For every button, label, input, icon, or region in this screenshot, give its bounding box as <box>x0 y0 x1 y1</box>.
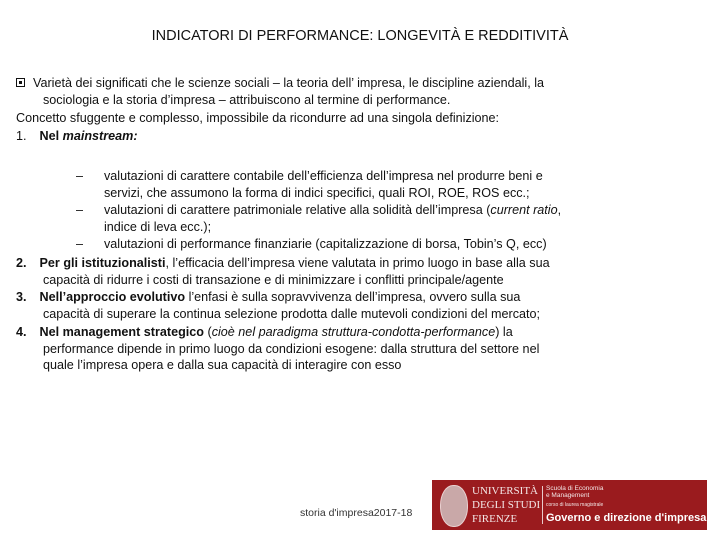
logo-text: Scuola di Economia <box>546 485 604 492</box>
dash-mark: – <box>76 169 84 183</box>
item-text: ( <box>204 325 212 339</box>
list-number: 3. <box>16 290 27 304</box>
item-emphasis: mainstream: <box>62 129 138 143</box>
logo-text: e Management <box>546 492 590 499</box>
intro-text: Varietà dei significati che le scienze sociali – la teoria dell’ impresa, le discipline aziendali, la <box>33 76 545 90</box>
item-text: ) la <box>495 325 513 339</box>
dash-item-2 <box>104 202 561 218</box>
concept-line: Concetto sfuggente e complesso, impossibile da ricondurre ad una singola definizione: <box>16 111 500 125</box>
dash-item-1: valutazioni di carattere contabile dell’efficienza dell’impresa nel produrre beni e <box>104 169 543 183</box>
dash-mark: – <box>76 203 84 217</box>
logo-text: DEGLI STUDI <box>472 499 541 511</box>
list-item-2-cont: capacità di ridurre i costi di transazione e di minimizzare i conflitti principale/agente <box>43 273 504 287</box>
dash-text: valutazioni di carattere patrimoniale relative alla solidità dell’impresa ( <box>104 203 491 217</box>
dash-item-2-cont: indice di leva ecc.); <box>104 220 212 234</box>
university-name <box>472 484 540 526</box>
list-item-3-cont: capacità di superare la continua selezione prodotta dalle mutevoli condizioni del mercato; <box>43 307 541 321</box>
item-bold: Per gli istituzionalisti <box>39 256 166 270</box>
list-item-4-cont2: quale l’impresa opera e dalla sua capacità di interagire con esso <box>43 358 402 372</box>
logo-divider <box>542 486 543 524</box>
seal-icon <box>440 485 468 527</box>
item-text: , l’efficacia dell’impresa viene valutata in primo luogo in base alla sua <box>165 256 550 270</box>
intro-line <box>16 75 544 91</box>
department-name <box>546 485 603 499</box>
list-item-1 <box>16 128 138 144</box>
logo-text: UNIVERSITÀ <box>472 485 538 497</box>
dash-item-1-cont: servizi, che assumono la forma di indici specifici, quali ROI, ROE, ROS ecc.; <box>104 186 530 200</box>
list-item-4 <box>16 324 513 340</box>
dash-mark: – <box>76 237 84 251</box>
dash-item-3: valutazioni di performance finanziarie (capitalizzazione di borsa, Tobin’s Q, ecc) <box>104 237 547 251</box>
footer-text: storia d'impresa2017-18 <box>300 507 413 519</box>
list-number: 4. <box>16 325 27 339</box>
list-number: 1. <box>16 129 27 143</box>
item-bold: Nell’approccio evolutivo <box>39 290 186 304</box>
logo-text: FIRENZE <box>472 513 518 525</box>
list-item-3 <box>16 289 520 305</box>
item-bold: Nel management strategico <box>39 325 204 339</box>
course-subtitle: corso di laurea magistrale <box>546 502 604 508</box>
slide-title: INDICATORI DI PERFORMANCE: LONGEVITÀ E REDDITIVITÀ <box>151 28 569 44</box>
square-bullet-icon <box>16 78 25 87</box>
item-lead: Nel <box>39 129 63 143</box>
university-logo <box>432 480 707 530</box>
item-text: l’enfasi è sulla sopravvivenza dell’impresa, ovvero sulla sua <box>185 290 521 304</box>
course-name: Governo e direzione d'impresa <box>546 512 707 524</box>
list-item-2 <box>16 255 550 271</box>
item-emphasis: cioè nel paradigma struttura-condotta-performance <box>211 325 496 339</box>
dash-emphasis: current ratio <box>490 203 558 217</box>
list-item-4-cont: performance dipende in primo luogo da condizioni esogene: dalla struttura del settore nel <box>43 342 540 356</box>
intro-line-2: sociologia e la storia d’impresa – attribuiscono al termine di performance. <box>43 93 451 107</box>
dash-text: , <box>557 203 562 217</box>
list-number: 2. <box>16 256 27 270</box>
